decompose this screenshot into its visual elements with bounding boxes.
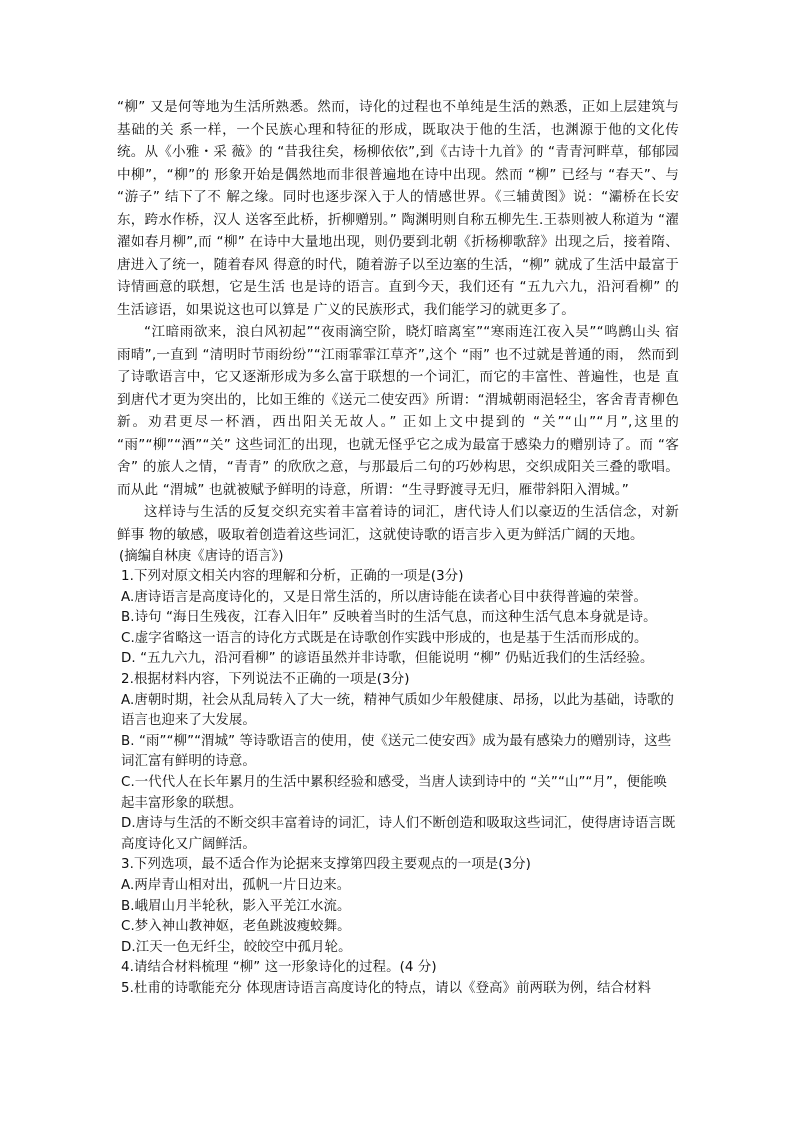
question-3-option-c: C.梦入神山教神妪，老鱼跳波瘦蛟舞。 bbox=[121, 919, 351, 935]
question-3-option-d: D.江天一色无纤尘，皎皎空中孤月轮。 bbox=[121, 939, 352, 955]
question-1-stem: 1.下列对原文相关内容的理解和分析，正确的一项是(3分) bbox=[121, 569, 464, 584]
article-paragraph-3: 这样诗与生活的反复交织充实着丰富着诗的词汇，唐代诗人们以豪迈的生活信念，对新鲜事 物的敏感，吸取着创造着这些词汇，这就使诗歌的语言步入更为鲜活广阔的天地。 bbox=[117, 504, 679, 543]
question-3-option-b: B.峨眉山月半轮秋，影入平羌江水流。 bbox=[121, 898, 351, 914]
article-source: (摘编自林庚《唐诗的语言》) bbox=[119, 549, 284, 564]
question-4 bbox=[117, 958, 679, 979]
question-1-option-c: C.虚字省略这一语言的诗化方式既是在诗歌创作实践中形成的，也是基于生活而形成的。 bbox=[121, 630, 648, 646]
question-2-option-a: A.唐朝时期，社会从乱局转入了大一统，精神气质如少年般健康、昂扬，以此为基础，诗歌的语言也迎来了大发展。 bbox=[121, 692, 675, 729]
question-1-option-d: D. “五九六九，沿河看柳” 的谚语虽然并非诗歌，但能说明 “柳” 仍贴近我们的生活经验。 bbox=[121, 651, 654, 667]
document-page bbox=[117, 96, 679, 999]
question-4-stem: 4.请结合材料梳理 “柳” 这一形象诗化的过程。(4 分) bbox=[121, 960, 437, 976]
question-3-stem: 3.下列选项，最不适合作为论据来支撑第四段主要观点的一项是(3分) bbox=[121, 857, 531, 873]
question-3 bbox=[117, 855, 679, 958]
question-5 bbox=[117, 979, 679, 1000]
question-2 bbox=[117, 670, 679, 855]
article-paragraph-1: “柳” 又是何等地为生活所熟悉。然而，诗化的过程也不单纯是生活的熟悉，正如上层建筑与基础的关 系一样，一个民族心理和特征的形成，既取决于他的生活，也渊源于他的文化传统。从《小雅・采 薇》的 “昔我往矣，杨柳依依”,到《古诗十九首》的 “青青河畔草，郁郁园中柳”，“柳”的 形象开始是偶然地而非很普遍地在诗中出现。然而 “柳” 已经与 “春天”、与 “游子” 结下了不 解之缘。同时也逐步深入于人的情感世界。《三辅黄图》说：“灞桥在长安东，跨水作桥，汉人 送客至此桥，折柳赠别。” 陶渊明则自称五柳先生.王恭则被人称道为 “濯濯如春月柳”,而 “柳” 在诗中大量地出现，则仍要到北朝《折杨柳歌辞》出现之后，接着隋、唐进入了统一，随着春风 得意的时代，随着游子以至边塞的生活，“柳” 就成了生活中最富于诗情画意的联想，它是生活 也是诗的语言。直到今天，我们还有 “五九六九，沿河看柳” 的生活谚语，如果说这也可以算是 广义的民族形式，我们能学习的就更多了。 bbox=[117, 99, 679, 318]
question-1-option-b: B.诗句 “海日生残夜，江春入旧年” 反映着当时的生活气息，而这种生活气息本身就是诗。 bbox=[121, 610, 657, 626]
question-2-stem: 2.根据材料内容，下列说法不正确的一项是(3分) bbox=[121, 671, 410, 687]
question-2-option-c: C.一代代人在长年累月的生活中累积经验和感受，当唐人读到诗中的 “关”“山”“月”，便能唤起丰富形象的联想。 bbox=[121, 774, 668, 811]
question-5-stem: 5.杜甫的诗歌能充分 体现唐诗语言高度诗化的特点，请以《登高》前两联为例，结合材料 bbox=[121, 980, 651, 996]
question-2-option-d: D.唐诗与生活的不断交织丰富着诗的词汇，诗人们不断创造和吸取这些词汇，使得唐诗语言既高度诗化又广阔鲜活。 bbox=[121, 816, 676, 852]
question-2-option-b: B. “雨”“柳”“渭城” 等诗歌语言的使用，使《送元二使安西》成为最有感染力的赠别诗，这些词汇富有鲜明的诗意。 bbox=[121, 733, 672, 770]
question-1-option-a: A.唐诗语言是高度诗化的，又是日常生活的，所以唐诗能在读者心目中获得普遍的荣誉。 bbox=[121, 589, 648, 605]
article-paragraph-2: “江暗雨欲来，浪白风初起”“夜雨滴空阶，晓灯暗离室”“寒雨连江夜入吴”“鸣鹧山头 宿雨晴”,一直到 “清明时节雨纷纷”“江雨霏霏江草齐”,这个 “雨” 也不过就是普通的雨， 然而到了诗歌语言中，它又逐渐形成为多么富于联想的一个词汇，而它的丰富性、普遍性，也是 直到唐代才更为突出的，比如王维的《送元二使安西》所谓：“渭城朝雨浥轻尘，客舍青青柳色 新。劝君更尽一杯酒，西出阳关无故人。” 正如上文中提到的 “关”“山”“月”,这里的 “雨”“柳”“酒”“关” 这些词汇的出现，也就无怪乎它之成为最富于感染力的赠别诗了。而 “客舍” 的旅人之情，“青青” 的欣欣之意，与那最后二句的巧妙构思，交织成阳关三叠的歌唱。 而从此 “渭城” 也就被赋予鲜明的诗意，所谓：“生寻野渡寻无归，雁带斜阳入渭城。” bbox=[117, 324, 679, 498]
question-3-option-a: A.两岸青山相对出，孤帆一片日边来。 bbox=[121, 877, 351, 893]
question-1 bbox=[117, 567, 679, 670]
